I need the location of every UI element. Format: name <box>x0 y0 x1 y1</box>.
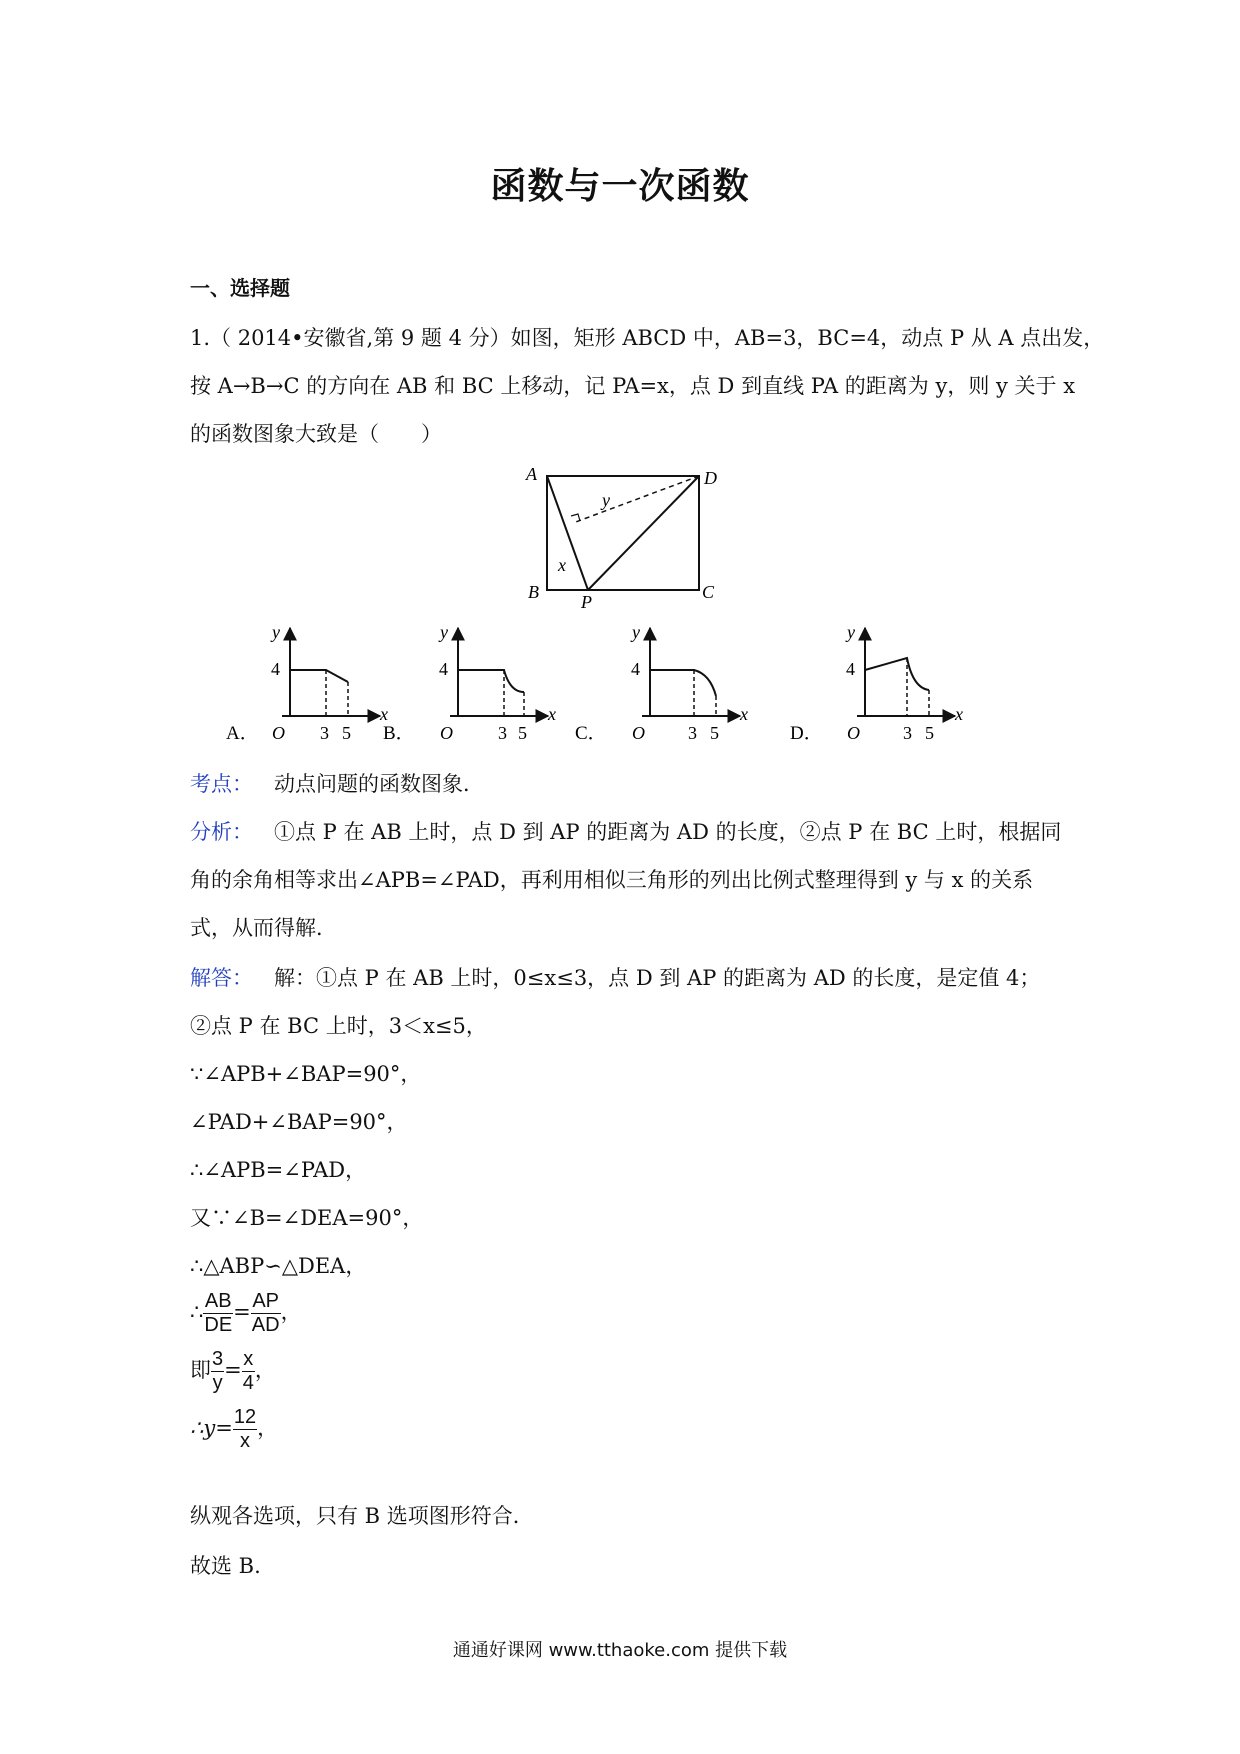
jieda-line-6: 又∵∠B=∠DEA=90°， <box>190 1206 424 1230</box>
figure-label-D: D <box>704 468 717 488</box>
option-c-xaxis: x <box>740 704 748 724</box>
jieda-row <box>190 962 1040 992</box>
option-c-origin: O <box>632 723 645 743</box>
jieda-line-3: ∵∠APB+∠BAP=90°， <box>190 1062 422 1086</box>
rectangle-figure <box>520 460 730 610</box>
option-a-yaxis: y <box>272 622 280 642</box>
jieda-tag: 解答： <box>190 966 253 990</box>
fenxi-line-3: 式，从而得解． <box>190 916 337 940</box>
kaodian-row <box>190 768 484 798</box>
option-a-y4: 4 <box>271 659 280 679</box>
question-line-1: 1.（ 2014•安徽省,第 9 题 4 分）如图，矩形 ABCD 中，AB=3，BC=4，动点 P 从 A 点出发， <box>190 326 1105 350</box>
figure-label-P: P <box>581 592 592 610</box>
page-title: 函数与一次函数 <box>490 166 750 207</box>
page-footer: 通通好课网 www.tthaoke.com 提供下载 <box>452 1640 788 1661</box>
fenxi-tag: 分析： <box>190 820 253 844</box>
kaodian-tag: 考点： <box>190 772 253 796</box>
option-d-tick3: 3 <box>903 723 912 743</box>
fraction-3-prefix: ∴y= <box>190 1416 233 1440</box>
option-d-origin: O <box>847 723 860 743</box>
fraction-1-prefix: ∴ <box>190 1300 204 1324</box>
fenxi-line-2: 角的余角相等求出∠APB=∠PAD，再利用相似三角形的列出比例式整理得到 y 与 x 的关系 <box>190 868 1034 892</box>
option-b-yaxis: y <box>440 622 448 642</box>
question-line-2: 按 A→B→C 的方向在 AB 和 BC 上移动，记 PA=x，点 D 到直线 PA 的距离为 y，则 y 关于 x <box>190 374 1076 398</box>
option-d-graph <box>790 622 963 744</box>
option-c-letter: C． <box>575 723 607 744</box>
jieda-line-4: ∠PAD+∠BAP=90°， <box>190 1110 408 1134</box>
option-a-tick5: 5 <box>342 723 351 743</box>
figure-label-x: x <box>558 555 566 575</box>
figure-label-y: y <box>602 490 610 510</box>
option-b-y4: 4 <box>439 659 448 679</box>
option-d-xaxis: x <box>955 704 963 724</box>
jieda-line-5: ∴∠APB=∠PAD， <box>190 1158 367 1182</box>
fraction-line-2: 即 $\frac{3}{y}$ = $\frac{x}{4}$ ， <box>190 1348 276 1394</box>
option-b-letter: B． <box>383 723 415 744</box>
figure-label-B: B <box>528 582 539 602</box>
fraction-line-1: ∴ $\frac{AB}{DE}$ = $\frac{AP}{AD}$ ， <box>190 1290 302 1336</box>
option-b-tick5: 5 <box>518 723 527 743</box>
option-a-graph <box>226 622 388 744</box>
fenxi-line-1: ①点 P 在 AB 上时，点 D 到 AP 的距离为 AD 的长度，②点 P 在 BC 上时，根据同 <box>274 820 1062 844</box>
option-d-y4: 4 <box>846 659 855 679</box>
option-d-letter: D． <box>790 723 823 744</box>
option-b-origin: O <box>440 723 453 743</box>
option-a-letter: A． <box>226 723 259 744</box>
figure-label-A: A <box>526 464 537 484</box>
option-d-tick5: 5 <box>925 723 934 743</box>
fraction-line-3: ∴y= $\frac{12}{x}$ ， <box>190 1406 279 1452</box>
option-a-origin: O <box>272 723 285 743</box>
option-d-yaxis: y <box>847 622 855 642</box>
figure-label-C: C <box>702 582 715 602</box>
option-b-graph <box>383 622 556 744</box>
fraction-2-prefix: 即 <box>190 1358 211 1382</box>
option-graphs <box>220 620 1040 750</box>
option-c-tick3: 3 <box>688 723 697 743</box>
option-a-xaxis: x <box>380 704 388 724</box>
fraction-ap-ad: $\frac{AP}{AD}$ <box>251 1290 280 1336</box>
option-c-graph <box>575 622 748 744</box>
option-b-xaxis: x <box>548 704 556 724</box>
fenxi-row <box>190 816 1061 846</box>
kaodian-text: 动点问题的函数图象． <box>274 772 484 796</box>
jieda-line-8: 纵观各选项，只有 B 选项图形符合． <box>190 1504 534 1528</box>
jieda-line-9: 故选 B. <box>190 1554 261 1578</box>
option-a-tick3: 3 <box>320 723 329 743</box>
question-line-3: 的函数图象大致是（ ） <box>190 422 442 446</box>
option-c-tick5: 5 <box>710 723 719 743</box>
option-c-y4: 4 <box>631 659 640 679</box>
fraction-x-4: $\frac{x}{4}$ <box>242 1348 254 1394</box>
jieda-line-1: 解：①点 P 在 AB 上时，0≤x≤3，点 D 到 AP 的距离为 AD 的长度，是定值 4； <box>274 966 1041 990</box>
jieda-line-2: ②点 P 在 BC 上时，3＜x≤5， <box>190 1014 487 1038</box>
fraction-12-x: $\frac{12}{x}$ <box>233 1406 257 1452</box>
option-b-tick3: 3 <box>498 723 507 743</box>
jieda-line-7: ∴△ABP∽△DEA， <box>190 1254 367 1278</box>
section-heading: 一、选择题 <box>190 276 290 300</box>
fraction-ab-de: $\frac{AB}{DE}$ <box>204 1290 233 1336</box>
fraction-3-y: $\frac{3}{y}$ <box>212 1348 224 1394</box>
option-c-yaxis: y <box>632 622 640 642</box>
